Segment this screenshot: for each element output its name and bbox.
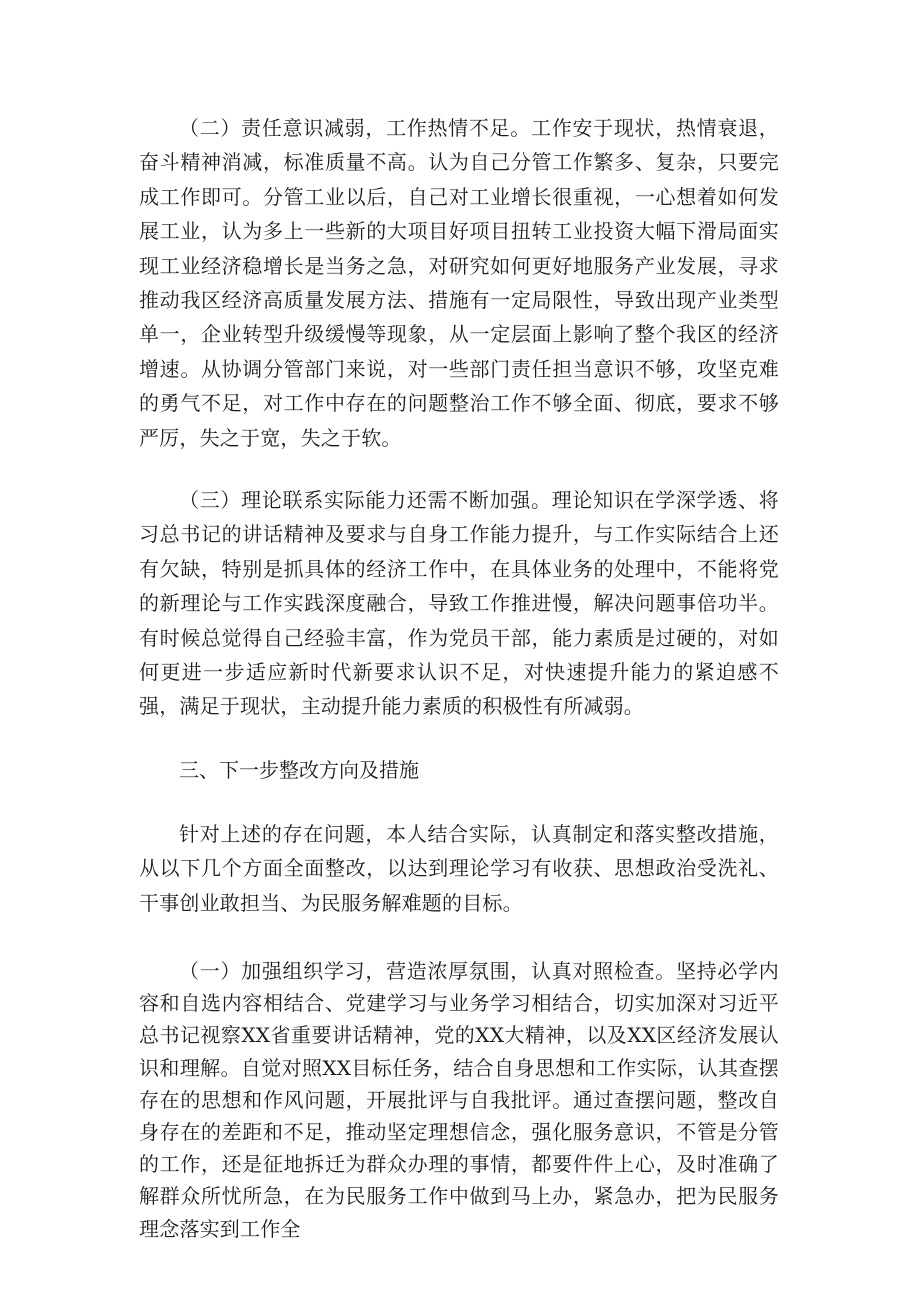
section-heading-next-steps: 三、下一步整改方向及措施 — [179, 758, 419, 782]
paragraph-organize-study: （一）加强组织学习，营造浓厚氛围，认真对照检查。坚持必学内容和自选内容相结合、党建学习与业务学习相结合，切实加深对习近平总书记视察XX省重要讲话精神，党的XX大精神，以及XX区经济发展认识和理解。自觉对照XX目标任务，结合自身思想和工作实际，认其查摆存在的思想和作风问题，开展批评与自我批评。通过查摆问题，整改自身存在的差距和不足，推动坚定理想信念，强化服务意识，不管是分管的工作，还是征地拆迁为群众办理的事情，都要件件上心，及时准确了解群众所忧所急，在为民服务工作中做到马上办，紧急办，把为民服务理念落实到工作全 — [139, 959, 779, 1241]
paragraph-theory-practice: （三）理论联系实际能力还需不断加强。理论知识在学深学透、将习总书记的讲话精神及要求与自身工作能力提升，与工作实际结合上还有欠缺，特别是抓具体的经济工作中，在具体业务的处理中，不能将党的新理论与工作实践深度融合，导致工作推进慢，解决问题事倍功半。有时候总觉得自己经验丰富，作为党员干部，能力素质是过硬的，对如何更进一步适应新时代新要求认识不足，对快速提升能力的紧迫感不强，满足于现状，主动提升能力素质的积极性有所减弱。 — [139, 488, 779, 719]
paragraph-rectification-intro: 针对上述的存在问题，本人结合实际，认真制定和落实整改措施，从以下几个方面全面整改，以达到理论学习有收获、思想政治受洗礼、干事创业敢担当、为民服务解难题的目标。 — [139, 822, 779, 915]
paragraph-responsibility: （二）责任意识减弱，工作热情不足。工作安于现状，热情衰退，奋斗精神消减，标准质量不高。认为自己分管工作繁多、复杂，只要完成工作即可。分管工业以后，自己对工业增长很重视，一心想着如何发展工业，认为多上一些新的大项目好项目扭转工业投资大幅下滑局面实现工业经济稳增长是当务之急，对研究如何更好地服务产业发展，寻求推动我区经济高质量发展方法、措施有一定局限性，导致出现产业类型单一，企业转型升级缓慢等现象，从一定层面上影响了整个我区的经济增速。从协调分管部门来说，对一些部门责任担当意识不够，攻坚克难的勇气不足，对工作中存在的问题整治工作不够全面、彻底，要求不够严厉，失之于宽，失之于软。 — [139, 116, 779, 450]
